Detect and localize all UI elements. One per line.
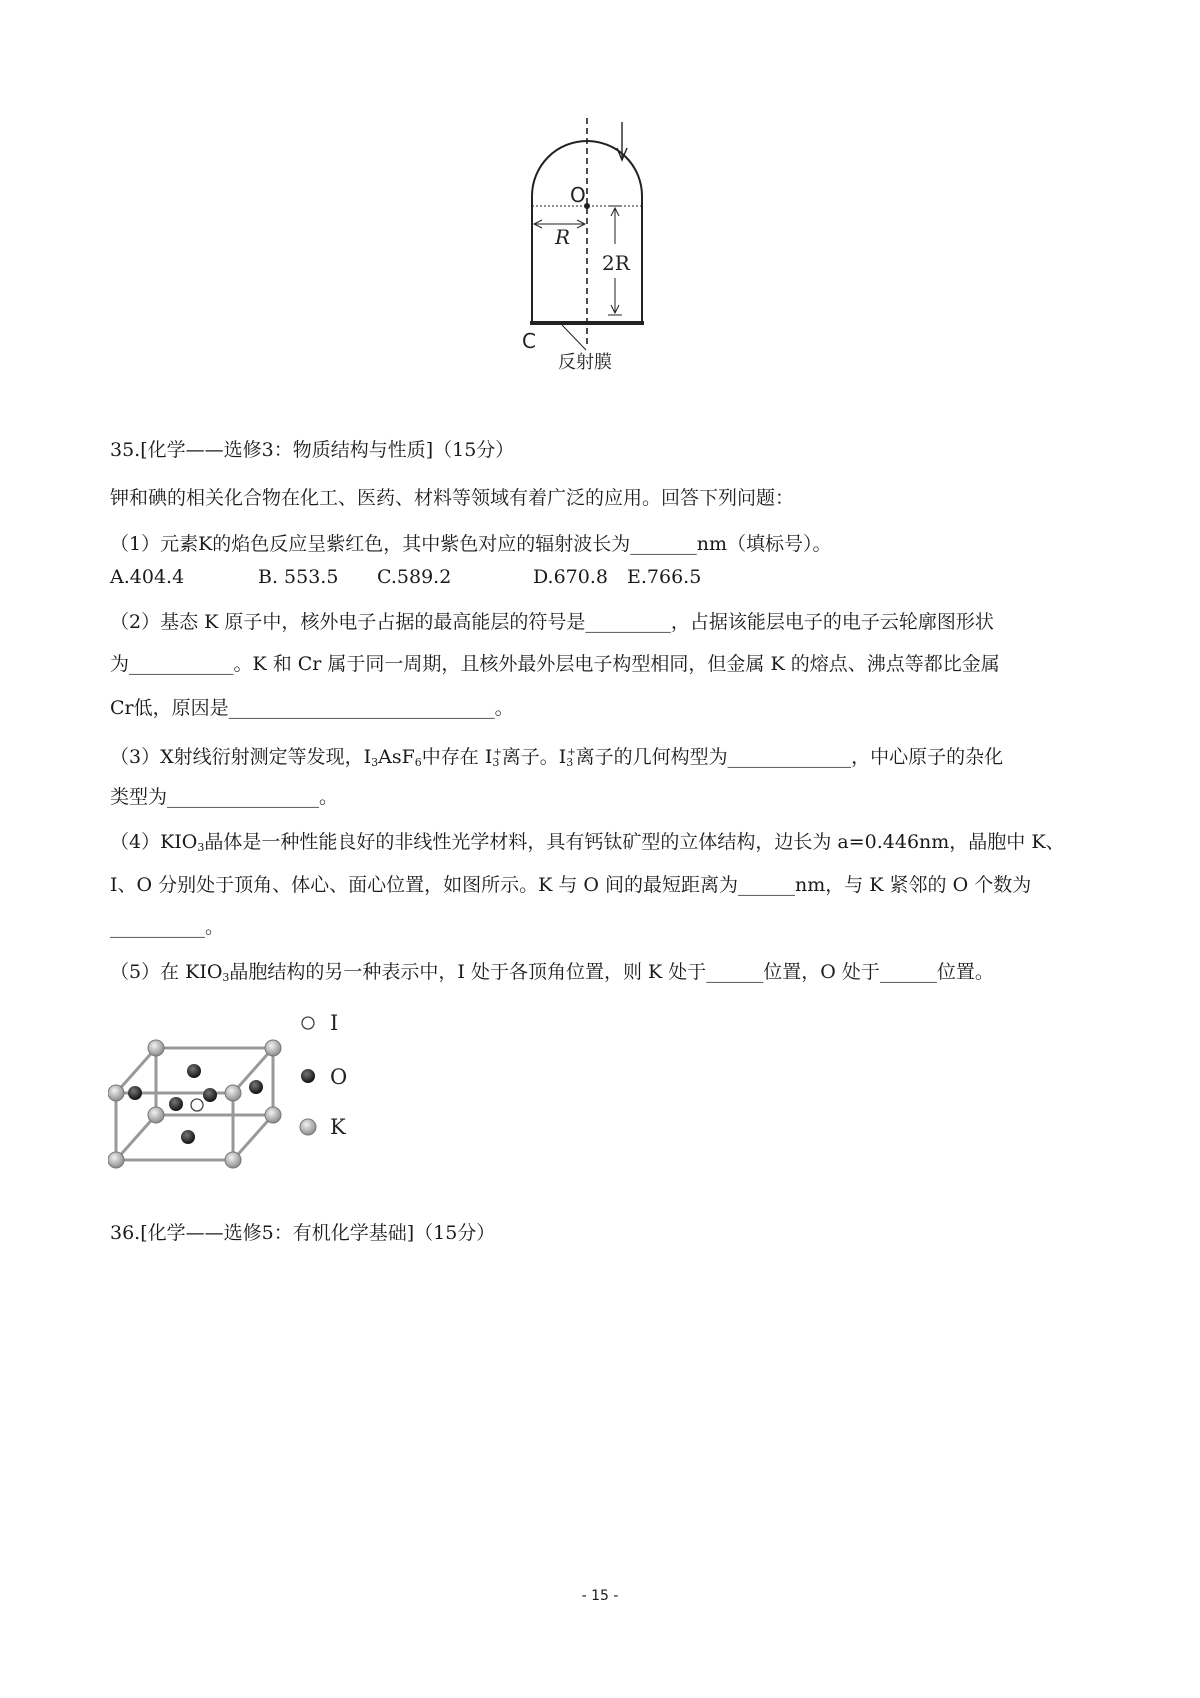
label-c: C bbox=[522, 329, 536, 353]
q35-part5: （5）在 $KIO_3$晶胞结构的另一种表示中，I 处于各顶角位置，则 K 处于______位置，O 处于______位置。 bbox=[110, 961, 994, 984]
o-atom bbox=[181, 1130, 195, 1144]
label-2r: 2R bbox=[602, 251, 630, 275]
k-atom bbox=[225, 1085, 241, 1101]
crystal-cell-figure bbox=[108, 998, 408, 1178]
q35-heading: 35.[化学——选修3：物质结构与性质]（15分） bbox=[110, 439, 515, 461]
option-a: A.404.4 bbox=[110, 566, 185, 588]
k-atom bbox=[265, 1040, 281, 1056]
q35-part1: （1）元素K的焰色反应呈紫红色，其中紫色对应的辐射波长为_______nm（填标号）。 bbox=[110, 533, 832, 555]
q35-part3-line2: 类型为________________。 bbox=[110, 786, 339, 808]
q35-part4-line3: __________。 bbox=[110, 916, 225, 938]
legend-o-label: O bbox=[330, 1065, 348, 1089]
q35-part2-line1: （2）基态 K 原子中，核外电子占据的最高能层的符号是_________，占据该能层电子的电子云轮廓图形状 bbox=[110, 611, 994, 633]
label-reflective-film: 反射膜 bbox=[558, 352, 612, 373]
optics-figure bbox=[500, 118, 700, 410]
legend-o-marker bbox=[301, 1069, 315, 1083]
k-atom bbox=[225, 1152, 241, 1168]
legend-k-label: K bbox=[330, 1115, 346, 1139]
option-e: E.766.5 bbox=[627, 566, 702, 588]
legend-i-label: I bbox=[330, 1011, 339, 1035]
page-number: - 15 - bbox=[581, 1588, 619, 1604]
q35-part4-line1: $(4)KIO_3$晶体是一种性能良好的非线性光学材料，具有钙钛矿型的立体结构，边长为 a=0.446nm，晶胞中 K、 bbox=[110, 831, 1065, 854]
option-b: B. 553.5 bbox=[258, 566, 339, 588]
q35-part2-line3: Cr低，原因是____________________________。 bbox=[110, 697, 514, 719]
k-atom bbox=[108, 1152, 124, 1168]
film-leader bbox=[562, 325, 586, 350]
q35-part3-line1: （3）X射线衍射测定等发现，$I_3AsF_6$中存在 $I_3^+$离子。$I_3^+$离子的几何构型为_____________，中心原子的杂化 bbox=[110, 746, 1004, 769]
o-atom bbox=[128, 1086, 142, 1100]
i-atom bbox=[191, 1099, 203, 1111]
q35-intro: 钾和碘的相关化合物在化工、医药、材料等领域有着广泛的应用。回答下列问题： bbox=[110, 487, 795, 509]
label-r: R bbox=[555, 225, 571, 249]
label-o: O bbox=[570, 183, 586, 207]
o-atom bbox=[187, 1064, 201, 1078]
option-d: D.670.8 bbox=[533, 566, 608, 588]
k-atom bbox=[108, 1085, 124, 1101]
k-atom bbox=[148, 1107, 164, 1123]
option-c: C.589.2 bbox=[377, 566, 452, 588]
q35-part4-line2: I、O 分别处于顶角、体心、面心位置，如图所示。K 与 O 间的最短距离为______nm，与 K 紧邻的 O 个数为 bbox=[110, 874, 1032, 896]
o-atom bbox=[249, 1080, 263, 1094]
legend-k-marker bbox=[300, 1119, 316, 1135]
q35-part2-line2: 为___________。K 和 Cr 属于同一周期，且核外最外层电子构型相同，但金属 K 的熔点、沸点等都比金属 bbox=[110, 653, 1000, 675]
k-atom bbox=[148, 1040, 164, 1056]
q36-heading: 36.[化学——选修5：有机化学基础]（15分） bbox=[110, 1222, 496, 1244]
o-atom bbox=[203, 1088, 217, 1102]
legend-i-marker bbox=[302, 1017, 314, 1029]
o-atom bbox=[169, 1097, 183, 1111]
k-atom bbox=[265, 1107, 281, 1123]
legend bbox=[300, 1011, 347, 1139]
